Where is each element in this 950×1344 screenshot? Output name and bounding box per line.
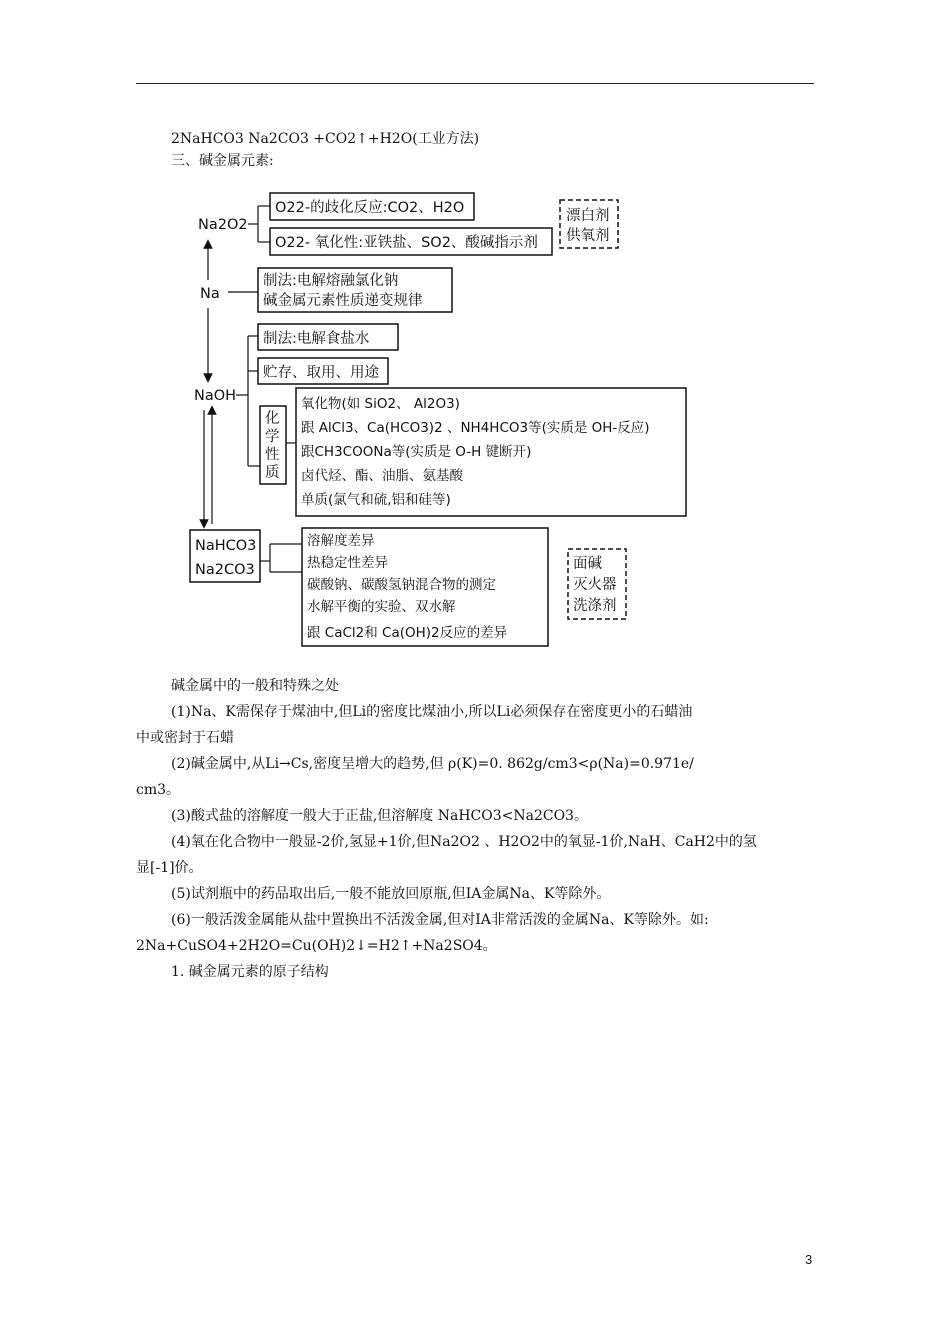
chem-prop-4: 卤代烃、酯、油脂、氨基酸 — [301, 468, 463, 484]
naoh-label: NaOH — [194, 388, 237, 404]
diagram-svg — [184, 178, 690, 650]
item-3: (3)酸式盐的溶解度一般大于正盐,但溶解度 NaHCO3<Na2CO3。 — [171, 808, 588, 824]
chem-prop-1: 氧化物(如 SiO2、 Al2O3) — [301, 396, 460, 412]
general-special-title: 碱金属中的一般和特殊之处 — [171, 678, 339, 694]
o2-disproportion-text: O22-的歧化反应:CO2、H2O — [275, 200, 465, 216]
carbonate-prop-3: 碳酸钠、碳酸氢钠混合物的测定 — [307, 577, 496, 593]
na2o2-use-oxygen: 供氧剂 — [566, 228, 610, 244]
item-6-line-1: (6)一般活泼金属能从盐中置换出不活泼金属,但对IA非常活泼的金属Na、K等除外。如: — [171, 912, 709, 928]
carbonate-prop-1: 溶解度差异 — [307, 533, 375, 549]
chem-prop-3: 跟CH3COONa等(实质是 O-H 键断开) — [301, 444, 532, 460]
alkali-metal-diagram — [184, 178, 690, 650]
nahco3-label: NaHCO3 — [195, 538, 257, 554]
item-2-line-2: cm3。 — [136, 782, 181, 798]
item-2-line-1: (2)碱金属中,从Li→Cs,密度呈增大的趋势,但 ρ(K)=0. 862g/cm3<ρ(Na)=0.971e/ — [171, 756, 694, 772]
naoh-prep-text: 制法:电解食盐水 — [263, 331, 370, 347]
na2co3-label: Na2CO3 — [195, 562, 255, 578]
chem-label-char-4: 质 — [265, 465, 280, 481]
o2-oxidizing-text: O22- 氧化性:亚铁盐、SO2、酸碱指示剂 — [275, 235, 538, 251]
carbonate-use-1: 面碱 — [573, 556, 602, 572]
na2o2-label: Na2O2 — [198, 217, 248, 233]
item-1-line-1: (1)Na、K需保存于煤油中,但Li的密度比煤油小,所以Li必须保存在密度更小的石蜡油 — [171, 704, 693, 720]
header-rule — [136, 83, 814, 84]
section-heading: 三、碱金属元素: — [171, 153, 274, 169]
carbonate-use-3: 洗涤剂 — [573, 598, 617, 614]
chem-label-char-1: 化 — [265, 411, 280, 427]
chem-prop-2: 跟 AlCl3、Ca(HCO3)2 、NH4HCO3等(实质是 OH-反应) — [301, 420, 650, 436]
chem-label-char-3: 性 — [265, 447, 280, 463]
na-prep-text: 制法:电解熔融氯化钠 — [263, 273, 399, 289]
chem-prop-5: 单质(氯气和硫,铝和硅等) — [301, 492, 451, 508]
carbonate-prop-5: 跟 CaCl2和 Ca(OH)2反应的差异 — [307, 625, 508, 641]
item-4-line-1: (4)氧在化合物中一般显-2价,氢显+1价,但Na2O2 、H2O2中的氧显-1价,NaH、CaH2中的氢 — [171, 834, 757, 850]
chem-label-char-2: 学 — [265, 429, 280, 445]
carbonate-use-2: 灭火器 — [573, 577, 617, 593]
carbonate-prop-4: 水解平衡的实验、双水解 — [307, 599, 456, 615]
carbonate-prop-2: 热稳定性差异 — [307, 555, 388, 571]
page-number: 3 — [805, 1252, 813, 1267]
item-1-line-2: 中或密封于石蜡 — [136, 730, 234, 746]
item-6-line-2: 2Na+CuSO4+2H2O=Cu(OH)2↓=H2↑+Na2SO4。 — [136, 938, 497, 954]
na-trend-text: 碱金属元素性质递变规律 — [263, 293, 423, 309]
equation-line: 2NaHCO3 Na2CO3 +CO2↑+H2O(工业方法) — [171, 131, 480, 147]
na2o2-use-bleach: 漂白剂 — [566, 208, 610, 224]
na-label: Na — [200, 286, 220, 302]
naoh-storage-text: 贮存、取用、用途 — [263, 365, 379, 381]
subsection-heading: 1. 碱金属元素的原子结构 — [171, 964, 329, 980]
item-5: (5)试剂瓶中的药品取出后,一般不能放回原瓶,但IA金属Na、K等除外。 — [171, 886, 611, 902]
item-4-line-2: 显[-1]价。 — [136, 860, 203, 876]
